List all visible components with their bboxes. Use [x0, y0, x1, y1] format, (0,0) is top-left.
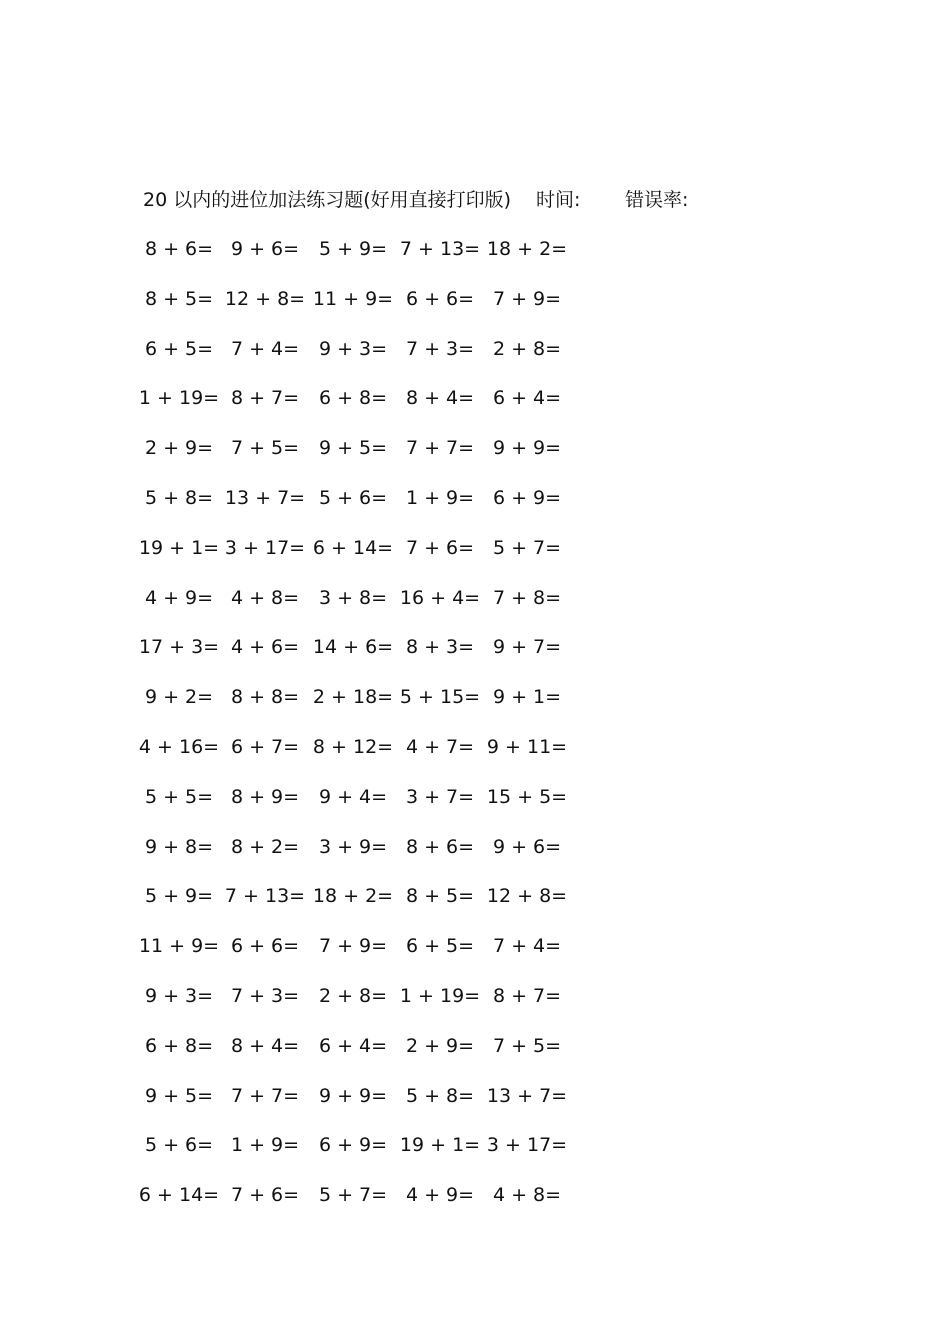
- addition-problem: 9 + 8=: [144, 835, 214, 858]
- addition-problem: 7 + 3=: [230, 984, 300, 1007]
- addition-problem: 4 + 8=: [230, 586, 300, 609]
- addition-problem: 2 + 8=: [318, 984, 388, 1007]
- addition-problem: 8 + 8=: [230, 686, 300, 709]
- addition-problem: 9 + 9=: [492, 437, 562, 460]
- addition-problem: 6 + 9=: [492, 486, 562, 509]
- addition-problem: 3 + 17=: [486, 1134, 568, 1157]
- addition-problem: 5 + 15=: [399, 686, 481, 709]
- addition-problem: 11 + 9=: [312, 287, 394, 310]
- addition-problem: 19 + 1=: [399, 1134, 481, 1157]
- addition-problem: 7 + 9=: [318, 935, 388, 958]
- addition-problem: 7 + 8=: [492, 586, 562, 609]
- addition-problem: 5 + 8=: [144, 486, 214, 509]
- addition-problem: 3 + 9=: [318, 835, 388, 858]
- addition-problem: 6 + 14=: [312, 536, 394, 559]
- addition-problem: 8 + 7=: [230, 387, 300, 410]
- addition-problem: 6 + 14=: [138, 1184, 220, 1207]
- addition-problem: 1 + 19=: [399, 984, 481, 1007]
- addition-problem: 4 + 7=: [405, 735, 475, 758]
- addition-problem: 7 + 7=: [405, 437, 475, 460]
- addition-problem: 6 + 4=: [492, 387, 562, 410]
- addition-problem: 13 + 7=: [224, 486, 306, 509]
- addition-problem: 17 + 3=: [138, 636, 220, 659]
- addition-problem: 14 + 6=: [312, 636, 394, 659]
- problem-row: [143, 782, 603, 832]
- worksheet-title: 20 以内的进位加法练习题(好用直接打印版): [143, 189, 512, 211]
- addition-problem: 8 + 7=: [492, 984, 562, 1007]
- addition-problem: 1 + 9=: [405, 486, 475, 509]
- addition-problem: 4 + 9=: [405, 1184, 475, 1207]
- problem-row: [138, 1180, 603, 1230]
- addition-problem: 8 + 4=: [230, 1034, 300, 1057]
- addition-problem: 18 + 2=: [486, 238, 568, 260]
- addition-problem: 5 + 7=: [492, 536, 562, 559]
- addition-problem: 9 + 7=: [492, 636, 562, 659]
- addition-problem: 9 + 1=: [492, 686, 562, 709]
- addition-problem: 6 + 8=: [144, 1034, 214, 1057]
- addition-problem: 2 + 8=: [492, 337, 562, 360]
- problem-row: [143, 1130, 603, 1180]
- problem-row: [143, 1081, 603, 1131]
- addition-problem: 9 + 2=: [144, 686, 214, 709]
- addition-problem: 3 + 8=: [318, 586, 388, 609]
- addition-problem: 8 + 5=: [144, 287, 214, 310]
- problem-row: [143, 234, 603, 284]
- addition-problem: 7 + 3=: [405, 337, 475, 360]
- problem-row: [143, 583, 603, 633]
- problem-row: [143, 284, 603, 334]
- addition-problem: 2 + 9=: [405, 1034, 475, 1057]
- addition-problem: 5 + 9=: [318, 238, 388, 260]
- addition-problem: 3 + 7=: [405, 785, 475, 808]
- addition-problem: 5 + 6=: [318, 486, 388, 509]
- addition-problem: 6 + 5=: [144, 337, 214, 360]
- addition-problem: 8 + 6=: [405, 835, 475, 858]
- addition-problem: 8 + 2=: [230, 835, 300, 858]
- problem-row: [143, 1031, 603, 1081]
- addition-problem: 9 + 9=: [318, 1084, 388, 1107]
- addition-problem: 3 + 17=: [224, 536, 306, 559]
- addition-problem: 19 + 1=: [138, 536, 220, 559]
- addition-problem: 7 + 6=: [230, 1184, 300, 1207]
- problem-row: [138, 931, 603, 981]
- addition-problem: 7 + 13=: [224, 885, 306, 908]
- problem-row: [138, 533, 603, 583]
- addition-problem: 13 + 7=: [486, 1084, 568, 1107]
- addition-problem: 4 + 9=: [144, 586, 214, 609]
- addition-problem: 8 + 12=: [312, 735, 394, 758]
- problem-row: [138, 632, 603, 682]
- addition-problem: 9 + 5=: [144, 1084, 214, 1107]
- addition-problem: 11 + 9=: [138, 935, 220, 958]
- addition-problem: 4 + 16=: [138, 735, 220, 758]
- addition-problem: 9 + 4=: [318, 785, 388, 808]
- addition-problem: 9 + 3=: [318, 337, 388, 360]
- addition-problem: 5 + 7=: [318, 1184, 388, 1207]
- addition-problem: 6 + 5=: [405, 935, 475, 958]
- problem-row: [138, 383, 603, 433]
- problem-row: [143, 981, 603, 1031]
- addition-problem: 8 + 3=: [405, 636, 475, 659]
- problem-row: [138, 732, 603, 782]
- addition-problem: 4 + 8=: [492, 1184, 562, 1207]
- addition-problem: 7 + 13=: [399, 238, 481, 260]
- addition-problem: 7 + 6=: [405, 536, 475, 559]
- problem-row: [143, 334, 603, 384]
- addition-problem: 6 + 6=: [405, 287, 475, 310]
- addition-problem: 2 + 18=: [312, 686, 394, 709]
- problem-row: [143, 881, 603, 931]
- addition-problem: 15 + 5=: [486, 785, 568, 808]
- addition-problem: 7 + 7=: [230, 1084, 300, 1107]
- addition-problem: 16 + 4=: [399, 586, 481, 609]
- addition-problem: 8 + 4=: [405, 387, 475, 410]
- problem-row: [143, 433, 603, 483]
- addition-problem: 7 + 4=: [230, 337, 300, 360]
- addition-problem: 7 + 5=: [492, 1034, 562, 1057]
- problem-grid: [138, 234, 603, 1230]
- addition-problem: 1 + 19=: [138, 387, 220, 410]
- addition-problem: 5 + 9=: [144, 885, 214, 908]
- problem-row: [143, 832, 603, 882]
- addition-problem: 2 + 9=: [144, 437, 214, 460]
- addition-problem: 18 + 2=: [312, 885, 394, 908]
- addition-problem: 12 + 8=: [486, 885, 568, 908]
- addition-problem: 6 + 9=: [318, 1134, 388, 1157]
- worksheet-header: [143, 185, 743, 215]
- addition-problem: 6 + 4=: [318, 1034, 388, 1057]
- addition-problem: 9 + 6=: [492, 835, 562, 858]
- addition-problem: 1 + 9=: [230, 1134, 300, 1157]
- time-label: 时间:: [536, 189, 581, 211]
- addition-problem: 7 + 5=: [230, 437, 300, 460]
- addition-problem: 9 + 6=: [230, 238, 300, 260]
- addition-problem: 9 + 11=: [486, 735, 568, 758]
- addition-problem: 6 + 7=: [230, 735, 300, 758]
- addition-problem: 8 + 5=: [405, 885, 475, 908]
- addition-problem: 7 + 9=: [492, 287, 562, 310]
- addition-problem: 8 + 6=: [144, 238, 214, 260]
- addition-problem: 8 + 9=: [230, 785, 300, 808]
- problem-row: [143, 682, 603, 732]
- addition-problem: 5 + 8=: [405, 1084, 475, 1107]
- addition-problem: 7 + 4=: [492, 935, 562, 958]
- error-rate-label: 错误率:: [625, 189, 689, 211]
- addition-problem: 6 + 6=: [230, 935, 300, 958]
- addition-problem: 6 + 8=: [318, 387, 388, 410]
- addition-problem: 4 + 6=: [230, 636, 300, 659]
- addition-problem: 5 + 5=: [144, 785, 214, 808]
- addition-problem: 12 + 8=: [224, 287, 306, 310]
- addition-problem: 9 + 5=: [318, 437, 388, 460]
- addition-problem: 9 + 3=: [144, 984, 214, 1007]
- problem-row: [143, 483, 603, 533]
- addition-problem: 5 + 6=: [144, 1134, 214, 1157]
